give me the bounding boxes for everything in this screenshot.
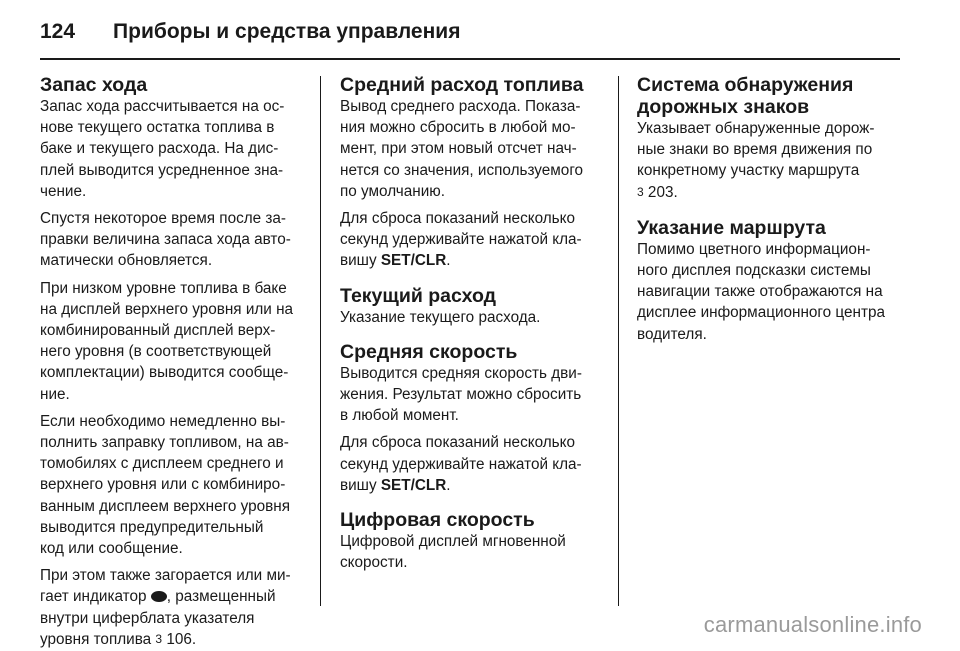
- text-line: Если необходимо немедленно вы-: [40, 412, 286, 430]
- page-number: 124: [40, 20, 76, 43]
- text-line: ния можно сбросить в любой мо-: [340, 119, 576, 137]
- text-line: [340, 475, 602, 496]
- column-2: [340, 74, 602, 573]
- text-line: полнить заправку топливом, на ав-: [40, 434, 289, 452]
- section-average-speed: [340, 341, 602, 496]
- column-3: [637, 74, 905, 345]
- text-line: по умолчанию.: [340, 182, 445, 200]
- heading-line: дорожных знаков: [637, 96, 810, 118]
- text-line: правки величина запаса хода авто-: [40, 231, 291, 249]
- section-range: [40, 74, 308, 651]
- paragraph: [340, 363, 602, 427]
- text-run: .: [446, 476, 451, 494]
- paragraph: [40, 208, 308, 272]
- section-heading: Текущий расход: [340, 284, 496, 307]
- section-traffic-sign-recognition: [637, 74, 905, 204]
- text-line: него уровня (в соответствующей: [40, 343, 272, 361]
- text-line: навигации также отображаются на: [637, 283, 883, 301]
- text-line: ные знаки во время движения по: [637, 141, 873, 159]
- text-run: , размещенный: [166, 588, 276, 606]
- paragraph: [637, 239, 905, 345]
- paragraph: [340, 307, 602, 328]
- section-heading: [637, 74, 905, 118]
- text-line: внутри циферблата указателя: [40, 609, 255, 627]
- text-line: нове текущего остатка топлива в: [40, 119, 275, 137]
- paragraph: [40, 411, 308, 559]
- section-heading: Цифровая скорость: [340, 509, 535, 532]
- paragraph: [340, 96, 602, 202]
- section-heading: Запас хода: [40, 74, 148, 96]
- paragraph: [340, 208, 602, 272]
- key-label: SET/CLR: [380, 252, 447, 270]
- text-line: матически обновляется.: [40, 252, 213, 270]
- paragraph: [40, 278, 308, 405]
- column-divider: [618, 76, 619, 606]
- text-line: мент, при этом новый отсчет нач-: [340, 140, 577, 158]
- text-line: Выводится средняя скорость дви-: [340, 364, 582, 382]
- text-line: комбинированный дисплей верх-: [40, 322, 276, 340]
- text-line: [40, 586, 308, 607]
- text-line: Помимо цветного информацион-: [637, 240, 871, 258]
- text-line: При низком уровне топлива в баке: [40, 279, 287, 297]
- text-line: Спустя некоторое время после за-: [40, 210, 287, 228]
- text-line: ного дисплея подсказки системы: [637, 262, 871, 280]
- page-header: [40, 12, 460, 52]
- page-reference-link[interactable]: 203.: [643, 183, 678, 201]
- text-line: в любой момент.: [340, 407, 459, 425]
- paragraph: [340, 432, 602, 496]
- text-line: Для сброса показаний несколько: [340, 434, 576, 452]
- text-line: код или сообщение.: [40, 540, 183, 558]
- page-reference-arrow-icon: 3: [155, 631, 163, 646]
- text-line: комплектации) выводится сообще-: [40, 364, 289, 382]
- text-line: [637, 182, 905, 204]
- text-line: Вывод среднего расхода. Показа-: [340, 98, 581, 115]
- text-line: баке и текущего расхода. На дис-: [40, 140, 279, 158]
- key-label: SET/CLR: [380, 476, 447, 494]
- text-line: выводится предупредительный: [40, 518, 264, 536]
- section-route-guidance: [637, 217, 905, 345]
- text-run: уровня топлива: [40, 630, 156, 648]
- section-current-consumption: [340, 285, 602, 328]
- section-digital-speed: [340, 509, 602, 573]
- watermark: carmanualsonline.info: [703, 612, 922, 637]
- text-line: Указывает обнаруженные дорож-: [637, 120, 875, 137]
- text-line: При этом также загорается или ми-: [40, 567, 291, 585]
- column-1: [40, 74, 308, 651]
- paragraph: [637, 118, 905, 204]
- text-line: плей выводится усредненное зна-: [40, 161, 284, 179]
- text-line: нется со значения, используемого: [340, 161, 584, 179]
- page-reference-link[interactable]: 106.: [162, 630, 197, 648]
- text-line: ванным дисплеем верхнего уровня: [40, 497, 290, 515]
- paragraph: [40, 565, 308, 651]
- text-line: Для сброса показаний несколько: [340, 210, 576, 228]
- text-line: водителя.: [637, 325, 707, 343]
- fuel-warning-indicator-icon: [151, 591, 167, 602]
- text-line: верхнего уровня или с комбиниро-: [40, 476, 286, 494]
- section-average-consumption: [340, 74, 602, 272]
- text-run: .: [446, 252, 451, 270]
- section-heading: Средняя скорость: [340, 340, 518, 363]
- heading-line: Система обнаружения: [637, 74, 854, 96]
- text-line: Запас хода рассчитывается на ос-: [40, 98, 285, 115]
- text-run: вишу: [340, 252, 381, 270]
- paragraph: [340, 531, 602, 573]
- page-reference-arrow-icon: 3: [637, 184, 644, 199]
- text-line: на дисплей верхнего уровня или на: [40, 300, 294, 318]
- paragraph: [40, 96, 308, 202]
- text-line: [40, 629, 308, 651]
- column-divider: [320, 76, 321, 606]
- section-heading: Средний расход топлива: [340, 74, 584, 96]
- text-line: [340, 250, 602, 271]
- text-line: чение.: [40, 182, 87, 200]
- page-title: Приборы и средства управления: [113, 20, 461, 43]
- header-rule: [40, 58, 900, 60]
- text-line: скорости.: [340, 554, 408, 572]
- section-heading: Указание маршрута: [637, 216, 826, 239]
- text-line: Указание текущего расхода.: [340, 308, 541, 326]
- text-line: дисплее информационного центра: [637, 304, 885, 322]
- text-run: вишу: [340, 476, 381, 494]
- text-line: секунд удерживайте нажатой кла-: [340, 231, 582, 249]
- text-line: ние.: [40, 385, 70, 403]
- text-run: гает индикатор: [40, 588, 151, 606]
- text-line: Цифровой дисплей мгновенной: [340, 533, 566, 551]
- text-line: секунд удерживайте нажатой кла-: [340, 455, 582, 473]
- text-line: жения. Результат можно сбросить: [340, 386, 582, 404]
- text-line: томобилях с дисплеем среднего и: [40, 455, 284, 473]
- text-line: конкретному участку маршрута: [637, 162, 860, 180]
